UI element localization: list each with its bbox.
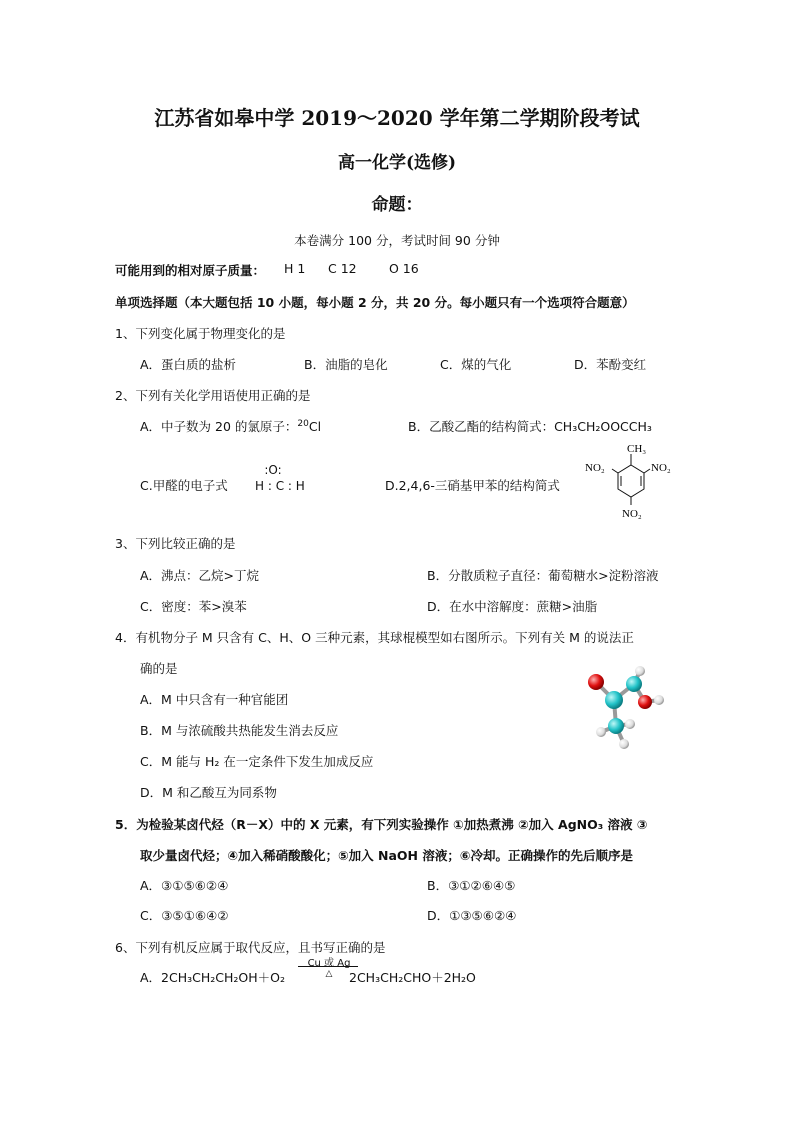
q5-option-c: C．③⑤①⑥④② — [140, 908, 229, 923]
q2-option-b-label: B．乙酸乙酯的结构简式： — [408, 419, 555, 434]
q2-option-a-label: A．中子数为 20 的氯原子： — [140, 419, 298, 434]
question-5-stem-cont: 取少量卤代烃；④加入稀硝酸酸化；⑤加入 NaOH 溶液；⑥冷却。正确操作的先后顺序是 — [140, 848, 633, 863]
hydrogen-atom-top — [635, 666, 645, 676]
nitro-left-label: NO₂ — [585, 462, 605, 474]
nitro-right-bond — [644, 469, 650, 473]
q3-option-c: C．密度：苯>溴苯 — [140, 599, 247, 614]
q2-option-d: D.2,4,6-三硝基甲苯的结构简式 — [385, 478, 560, 493]
q6-option-a-left: A．2CH₃CH₂CH₂OH＋O₂ — [140, 970, 286, 985]
q4-option-b: B．M 与浓硫酸共热能发生消去反应 — [140, 723, 339, 738]
hydrogen-atom-right — [625, 719, 635, 729]
reaction-heat: △ — [325, 969, 333, 979]
formaldehyde-hch: H : C : H — [255, 479, 305, 493]
q2-option-b — [408, 417, 652, 435]
q3-option-b: B．分散质粒子直径：葡萄糖水>淀粉溶液 — [427, 568, 659, 583]
q5-option-d: D．①③⑤⑥②④ — [427, 908, 517, 923]
q1-option-d: D．苯酚变红 — [574, 357, 647, 372]
question-5-stem: 5．为检验某卤代烃（R－X）中的 X 元素，有下列实验操作 ①加热煮沸 ②加入 AgNO₃ 溶液 ③ — [115, 817, 648, 832]
question-4-stem: 4．有机物分子 M 只含有 C、H、O 三种元素，其球棍模型如右图所示。下列有关 M 的说法正 — [115, 630, 634, 645]
question-1-stem: 1、下列变化属于物理变化的是 — [115, 326, 286, 341]
q2-option-c: C.甲醛的电子式 — [140, 478, 228, 493]
carbon-atom-middle — [605, 691, 623, 709]
exam-info: 本卷满分 100 分，考试时间 90 分钟 — [294, 233, 500, 248]
q4-option-d: D．M 和乙酸互为同系物 — [140, 785, 277, 800]
question-4-stem-cont: 确的是 — [140, 661, 178, 676]
atomic-mass-label: 可能用到的相对原子质量： — [115, 263, 266, 278]
chlorine-mass-number: 20 — [297, 418, 309, 429]
nitro-left-bond — [612, 469, 618, 473]
q5-option-b: B．③①②⑥④⑤ — [427, 878, 516, 893]
atomic-mass-h: H 1 — [284, 261, 306, 276]
q5-option-a: A．③①⑤⑥②④ — [140, 878, 229, 893]
formaldehyde-oxygen: :O: — [264, 463, 282, 477]
exam-title: 江苏省如皋中学 2019～2020 学年第二学期阶段考试 — [154, 106, 640, 130]
q2-option-a — [140, 417, 321, 435]
q1-option-a: A．蛋白质的盐析 — [140, 357, 237, 372]
author-line: 命题： — [371, 195, 423, 215]
hydrogen-atom-left — [596, 727, 606, 737]
oxygen-atom-hydroxyl — [638, 695, 652, 709]
reaction-catalyst: Cu 或 Ag — [307, 958, 351, 969]
q6-option-a-right: 2CH₃CH₂CHO＋2H₂O — [349, 970, 476, 985]
question-3-stem: 3、下列比较正确的是 — [115, 536, 236, 551]
nitro-right-label: NO₂ — [651, 462, 671, 474]
question-2-stem: 2、下列有关化学用语使用正确的是 — [115, 388, 311, 403]
carbon-atom-bottom — [608, 718, 624, 734]
q1-option-c: C．煤的气化 — [440, 357, 512, 372]
reaction-arrow — [298, 966, 358, 967]
q3-option-d: D．在水中溶解度：蔗糖>油脂 — [427, 599, 598, 614]
oxygen-atom-carbonyl — [588, 674, 604, 690]
q4-option-a: A．M 中只含有一种官能团 — [140, 692, 289, 707]
question-6-stem: 6、下列有机反应属于取代反应，且书写正确的是 — [115, 940, 386, 955]
section-heading: 单项选择题（本大题包括 10 小题，每小题 2 分，共 20 分。每小题只有一个选项符合题意） — [115, 295, 635, 310]
hydrogen-atom-hydroxyl — [654, 695, 664, 705]
formaldehyde-electron-formula — [255, 462, 305, 494]
ball-and-stick-model — [570, 660, 680, 760]
exam-subtitle: 高一化学(选修) — [337, 153, 457, 173]
ethyl-acetate-formula: CH₃CH₂OOCCH₃ — [554, 419, 652, 434]
benzene-ring — [618, 465, 644, 497]
nitro-bottom-label: NO₂ — [622, 508, 642, 520]
carbon-atom-top — [626, 676, 642, 692]
atomic-mass-c: C 12 — [328, 261, 357, 276]
q4-option-c: C．M 能与 H₂ 在一定条件下发生加成反应 — [140, 754, 374, 769]
chlorine-symbol: Cl — [308, 419, 322, 434]
q3-option-a: A．沸点：乙烷>丁烷 — [140, 568, 260, 583]
atomic-mass-o: O 16 — [389, 261, 419, 276]
q1-option-b: B．油脂的皂化 — [304, 357, 388, 372]
methyl-label: CH₃ — [627, 443, 647, 455]
tnt-structure-diagram — [580, 440, 690, 522]
hydrogen-atom-bottom — [619, 739, 629, 749]
